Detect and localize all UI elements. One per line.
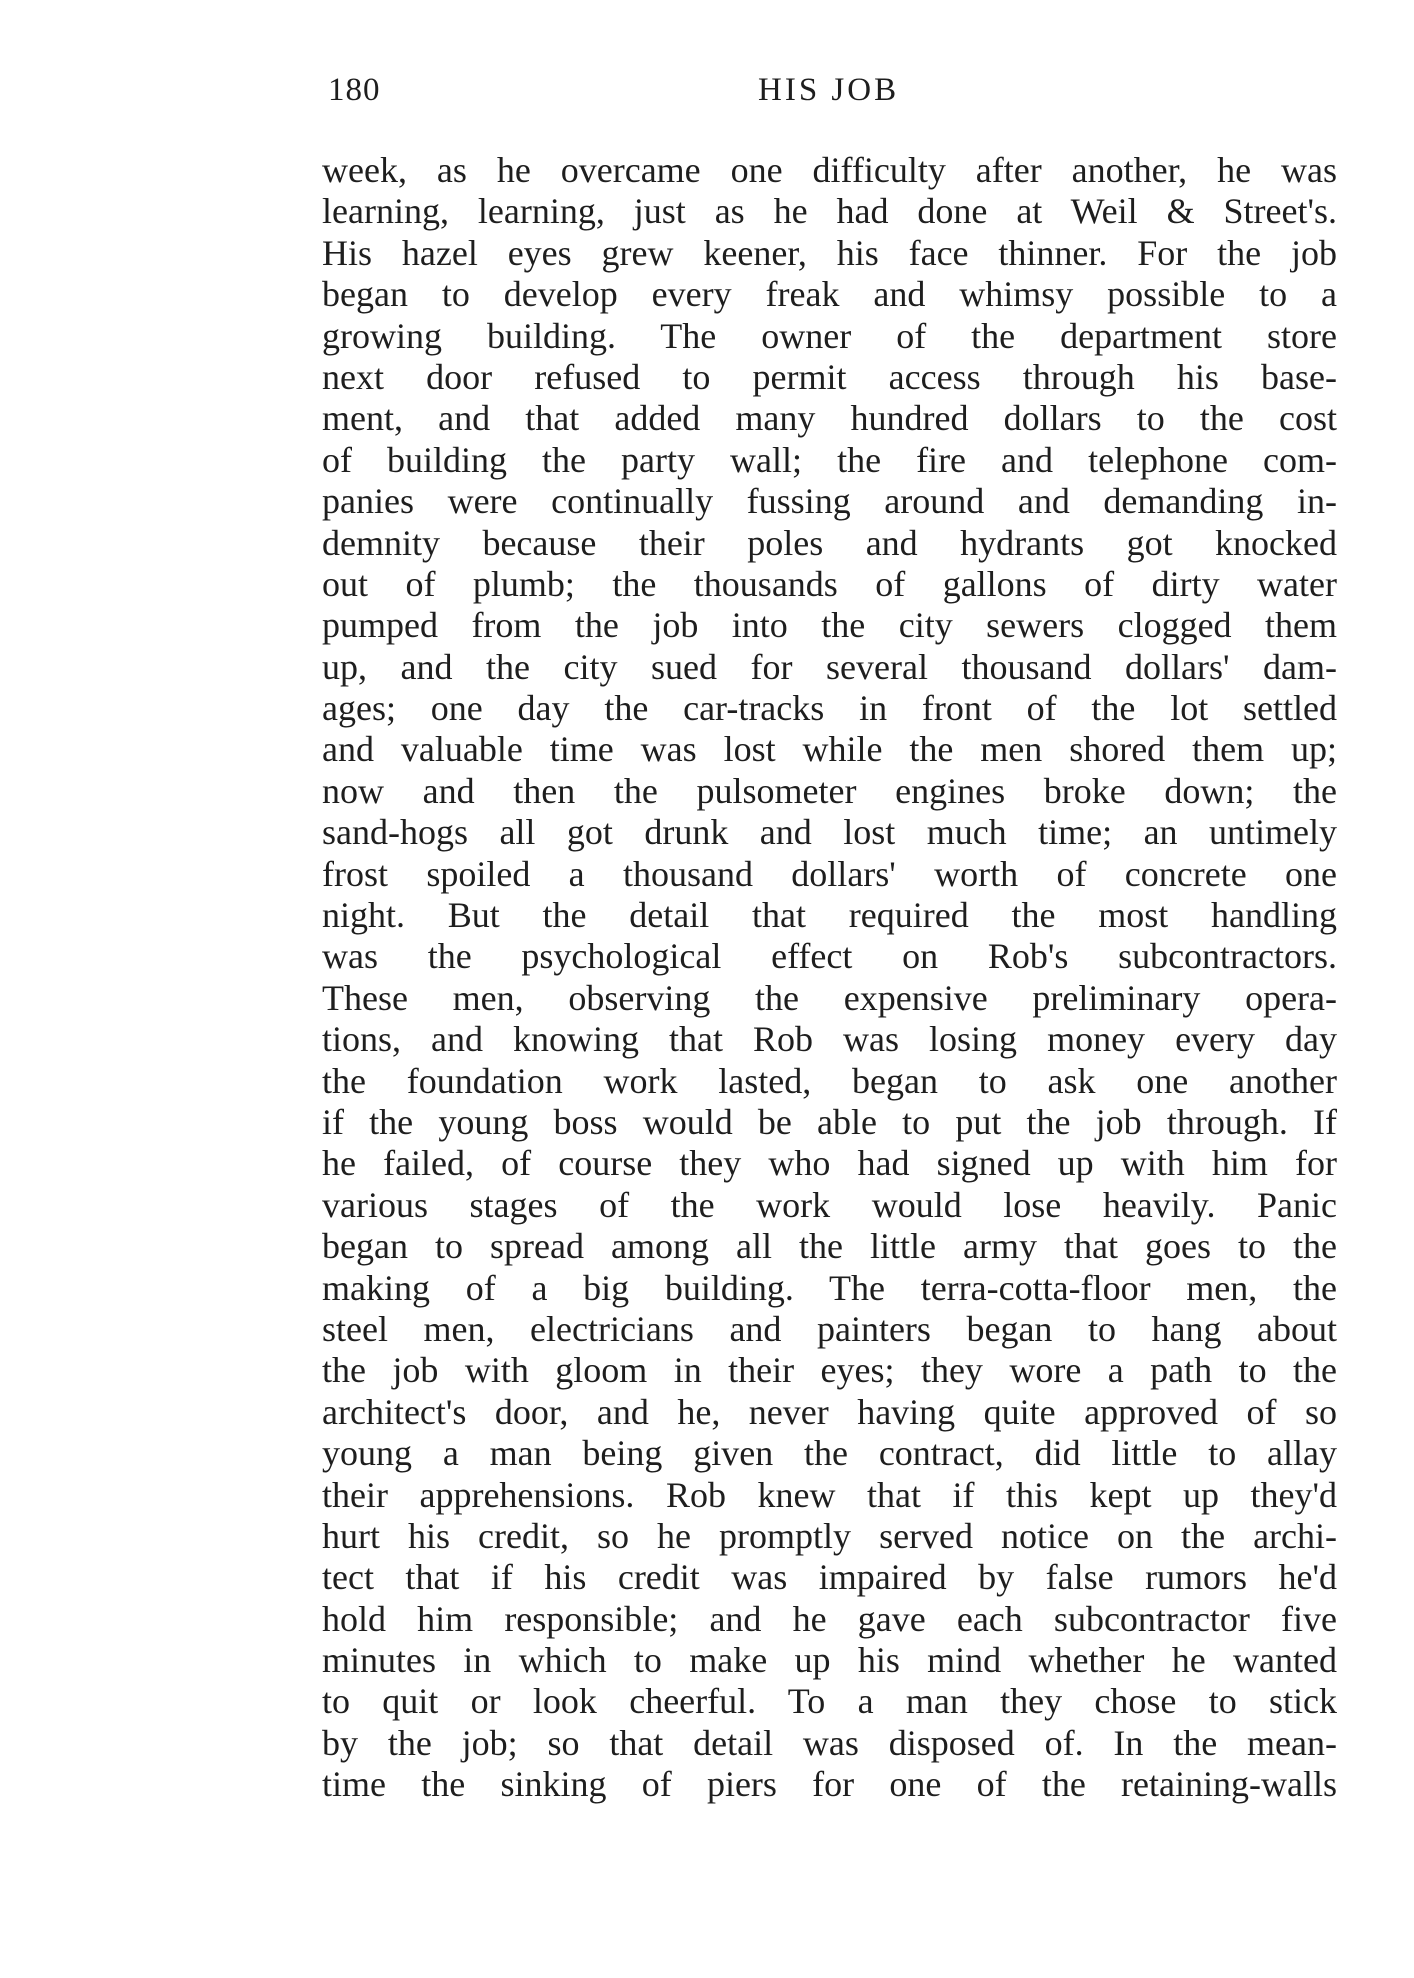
text-line: young a man being given the contract, did little to allay xyxy=(322,1433,1337,1474)
text-line: by the job; so that detail was disposed of. In the mean- xyxy=(322,1722,1337,1763)
text-line: he failed, of course they who had signed up with him for xyxy=(322,1143,1337,1184)
text-line: of building the party wall; the fire and telephone com- xyxy=(322,439,1337,480)
text-line: steel men, electricians and painters began to hang about xyxy=(322,1308,1337,1349)
text-line: hold him responsible; and he gave each subcontractor five xyxy=(322,1598,1337,1639)
text-line: sand-hogs all got drunk and lost much time; an untimely xyxy=(322,812,1337,853)
text-line: now and then the pulsometer engines broke down; the xyxy=(322,770,1337,811)
text-line: panies were continually fussing around and demanding in- xyxy=(322,481,1337,522)
text-line: pumped from the job into the city sewers clogged them xyxy=(322,605,1337,646)
text-line: His hazel eyes grew keener, his face thinner. For the job xyxy=(322,232,1337,273)
text-line: hurt his credit, so he promptly served notice on the archi- xyxy=(322,1515,1337,1556)
text-line: tions, and knowing that Rob was losing money every day xyxy=(322,1019,1337,1060)
text-line: learning, learning, just as he had done at Weil & Street's. xyxy=(322,191,1337,232)
text-line: frost spoiled a thousand dollars' worth of concrete one xyxy=(322,853,1337,894)
text-line: their apprehensions. Rob knew that if this kept up they'd xyxy=(322,1474,1337,1515)
text-line: These men, observing the expensive preliminary opera- xyxy=(322,977,1337,1018)
text-line: the job with gloom in their eyes; they wore a path to the xyxy=(322,1350,1337,1391)
text-line: the foundation work lasted, began to ask one another xyxy=(322,1060,1337,1101)
body-text xyxy=(322,150,1337,1806)
running-head xyxy=(328,72,1328,112)
text-line: making of a big building. The terra-cotta-floor men, the xyxy=(322,1267,1337,1308)
text-line: next door refused to permit access through his base- xyxy=(322,356,1337,397)
text-line: minutes in which to make up his mind whether he wanted xyxy=(322,1640,1337,1681)
text-line: out of plumb; the thousands of gallons of dirty water xyxy=(322,563,1337,604)
text-line: began to develop every freak and whimsy possible to a xyxy=(322,274,1337,315)
text-line: night. But the detail that required the most handling xyxy=(322,895,1337,936)
text-line: growing building. The owner of the department store xyxy=(322,315,1337,356)
text-line: ages; one day the car-tracks in front of the lot settled xyxy=(322,688,1337,729)
text-line: began to spread among all the little army that goes to the xyxy=(322,1226,1337,1267)
running-title: HIS JOB xyxy=(758,72,900,108)
text-line: to quit or look cheerful. To a man they chose to stick xyxy=(322,1681,1337,1722)
text-line: up, and the city sued for several thousand dollars' dam- xyxy=(322,646,1337,687)
text-line: if the young boss would be able to put the job through. If xyxy=(322,1101,1337,1142)
text-line: was the psychological effect on Rob's subcontractors. xyxy=(322,936,1337,977)
text-line: week, as he overcame one difficulty after another, he was xyxy=(322,150,1337,190)
page-number: 180 xyxy=(328,72,381,108)
text-line: demnity because their poles and hydrants got knocked xyxy=(322,522,1337,563)
text-line: various stages of the work would lose heavily. Panic xyxy=(322,1184,1337,1225)
text-line: tect that if his credit was impaired by false rumors he'd xyxy=(322,1557,1337,1598)
text-line: ment, and that added many hundred dollars to the cost xyxy=(322,398,1337,439)
text-line: architect's door, and he, never having quite approved of so xyxy=(322,1391,1337,1432)
text-line: and valuable time was lost while the men shored them up; xyxy=(322,729,1337,770)
text-line: time the sinking of piers for one of the retaining-walls xyxy=(322,1764,1337,1805)
